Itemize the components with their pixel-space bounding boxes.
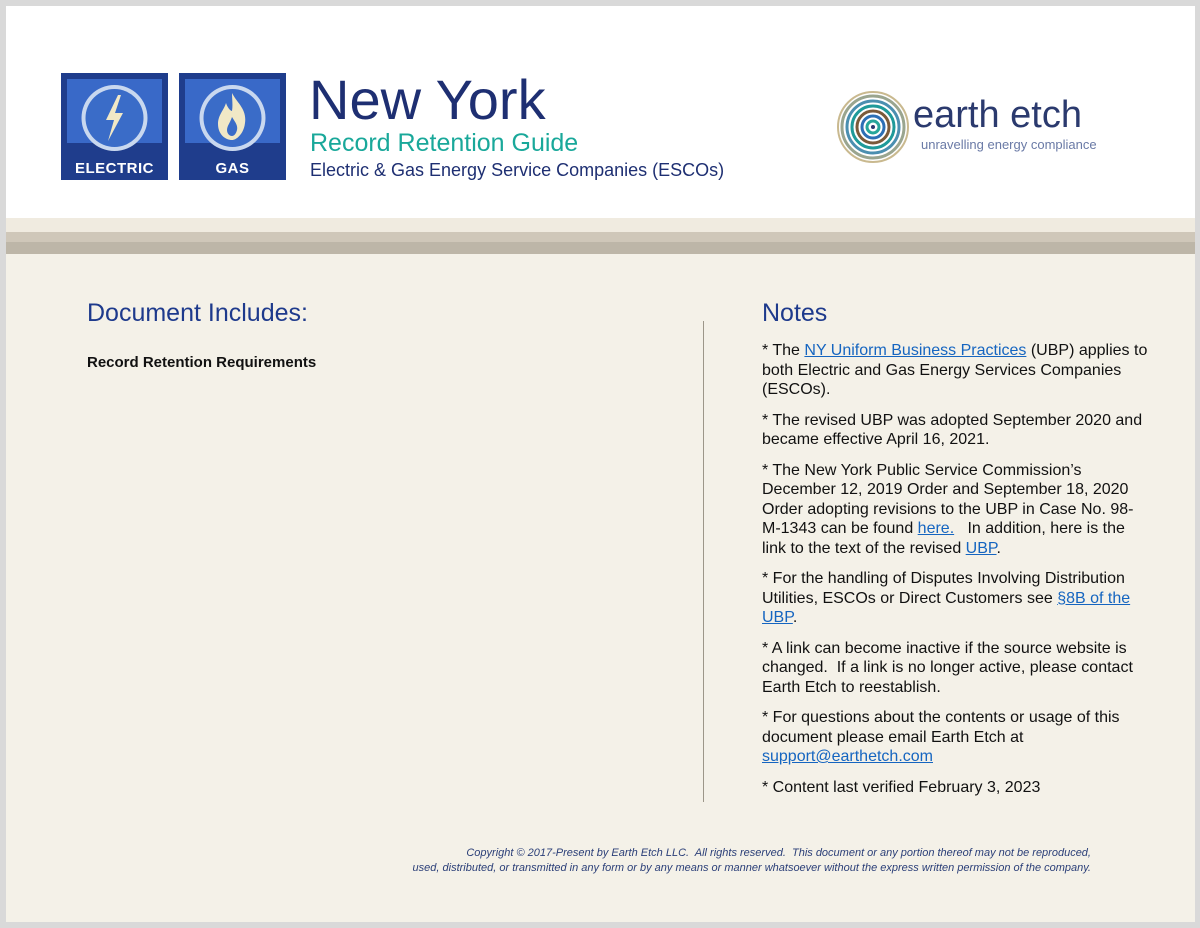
electric-label: ELECTRIC — [75, 160, 154, 177]
support-email-link[interactable]: support@earthetch.com — [762, 748, 933, 765]
page-title: New York — [309, 68, 546, 131]
page-subtitle: Record Retention Guide — [310, 129, 579, 157]
header — [6, 6, 1195, 218]
separator-band — [6, 218, 1195, 232]
separator-band — [6, 232, 1195, 242]
note-item: * The revised UBP was adopted September 2020 and became effective April 16, 2021. — [762, 411, 1143, 448]
note-item: * For the handling of Disputes Involving Distribution Utilities, ESCOs or Direct Customers see §8B of the UBP. — [762, 570, 1131, 626]
disputes-section-link[interactable]: §8B of the UBP — [762, 589, 1131, 626]
earth-etch-logo-icon — [836, 90, 910, 164]
column-divider — [703, 321, 704, 802]
note-item: * The New York Public Service Commission’s December 12, 2019 Order and September 18, 2020 Order adopting revisions to the UBP in Case No. 98-M-1343 can be found here. In addition, here is the link to the text of the revised UBP. — [762, 461, 1134, 557]
gas-tile — [179, 73, 286, 180]
note-item: * A link can become inactive if the source website is changed. If a link is no longer active, please contact Earth Etch to reestablish. — [762, 639, 1138, 696]
logo-wordmark: earth etch — [913, 94, 1082, 136]
notes-list — [762, 341, 1152, 808]
note-item: * The NY Uniform Business Practices (UBP) applies to both Electric and Gas Energy Services Companies (ESCOs). — [762, 342, 1148, 398]
document-includes-heading: Document Includes: — [87, 299, 308, 327]
order-here-link[interactable]: here. — [917, 520, 955, 537]
ubp-link[interactable]: NY Uniform Business Practices — [804, 342, 1027, 359]
revised-ubp-link[interactable]: UBP — [965, 539, 997, 557]
document-item: Record Retention Requirements — [87, 354, 317, 371]
electric-tile — [61, 73, 168, 180]
separator-band — [6, 242, 1195, 254]
page-description: Electric & Gas Energy Service Companies (ESCOs) — [310, 160, 725, 180]
note-item: * Content last verified February 3, 2023 — [762, 778, 1041, 796]
notes-heading: Notes — [762, 299, 828, 327]
copyright-notice: Copyright © 2017-Present by Earth Etch LLC. All rights reserved. This document or any portion thereof may not be reproduced, used, distributed, or transmitted in any form or by any means or manner whatsoever without the express written permission of the company. — [412, 847, 1091, 874]
page — [6, 6, 1195, 922]
logo-tagline: unravelling energy compliance — [921, 137, 1097, 152]
gas-label: GAS — [215, 160, 250, 177]
note-item: * For questions about the contents or usage of this document please email Earth Etch at support@earthetch.com — [762, 709, 1120, 765]
